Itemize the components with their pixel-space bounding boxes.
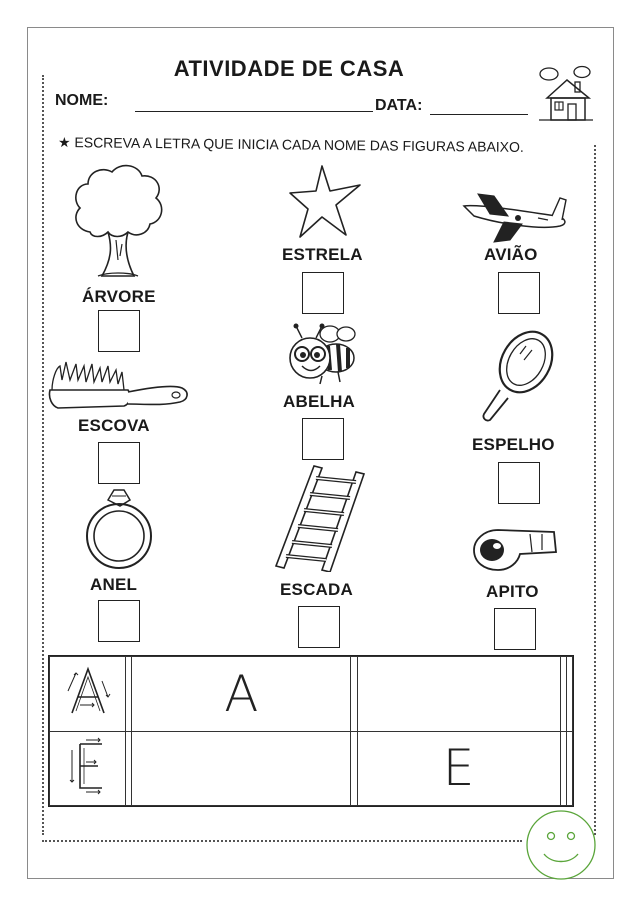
answer-box-arvore[interactable]: [98, 310, 140, 352]
word-aviao: AVIÃO: [484, 245, 538, 264]
letter-e-stroke-guide: [58, 736, 118, 796]
practice-cell[interactable]: [566, 731, 572, 806]
model-cell-e: [50, 731, 126, 806]
practice-row-a: [50, 657, 573, 732]
answer-box-apito[interactable]: [494, 608, 536, 650]
mirror-icon: [478, 326, 556, 431]
date-label: DATA:: [375, 97, 423, 114]
house-icon: [535, 62, 595, 129]
dotted-border-right: [594, 145, 596, 835]
practice-grid: [48, 655, 574, 807]
dotted-border-bottom: [42, 840, 522, 842]
answer-box-abelha[interactable]: [302, 418, 344, 460]
practice-cell[interactable]: [132, 731, 351, 806]
practice-cell-dotted-a[interactable]: [132, 657, 351, 732]
answer-box-escova[interactable]: [98, 442, 140, 484]
practice-cell[interactable]: [357, 657, 560, 732]
ladder-icon: [270, 462, 370, 577]
answer-box-escada[interactable]: [298, 606, 340, 648]
ring-icon: [82, 486, 154, 577]
answer-box-espelho[interactable]: [498, 462, 540, 504]
brush-icon: [48, 360, 192, 419]
word-abelha: ABELHA: [283, 392, 356, 411]
dotted-letter-a: A: [224, 664, 259, 723]
dotted-border-left: [42, 75, 44, 835]
smiley-icon: [522, 808, 600, 887]
practice-cell-dotted-e[interactable]: [357, 731, 560, 806]
name-label: NOME:: [55, 92, 109, 109]
word-apito: APITO: [486, 582, 539, 601]
instruction-text: ★ ESCREVA A LETRA QUE INICIA CADA NOME DAS FIGURAS ABAIXO.: [57, 134, 524, 155]
answer-box-estrela[interactable]: [302, 272, 344, 314]
practice-cell[interactable]: [566, 657, 572, 732]
dotted-letter-e: E: [442, 739, 475, 798]
tree-icon: [68, 160, 168, 287]
airplane-icon: [460, 190, 572, 251]
practice-row-e: [50, 731, 573, 806]
answer-box-aviao[interactable]: [498, 272, 540, 314]
star-icon: [288, 163, 364, 248]
bee-icon: [282, 320, 364, 391]
date-field-line[interactable]: [430, 114, 528, 115]
word-estrela: ESTRELA: [282, 245, 363, 264]
word-arvore: ÁRVORE: [82, 287, 156, 306]
letter-a-stroke-guide: [58, 661, 118, 721]
model-cell-a: [50, 657, 126, 732]
answer-box-anel[interactable]: [98, 600, 140, 642]
name-field-line[interactable]: [135, 111, 373, 112]
word-escova: ESCOVA: [78, 416, 150, 435]
word-anel: ANEL: [90, 575, 138, 594]
word-espelho: ESPELHO: [472, 435, 555, 454]
page-title-text: ATIVIDADE DE CASA: [173, 56, 405, 81]
whistle-icon: [470, 522, 560, 577]
word-escada: ESCADA: [280, 580, 353, 599]
